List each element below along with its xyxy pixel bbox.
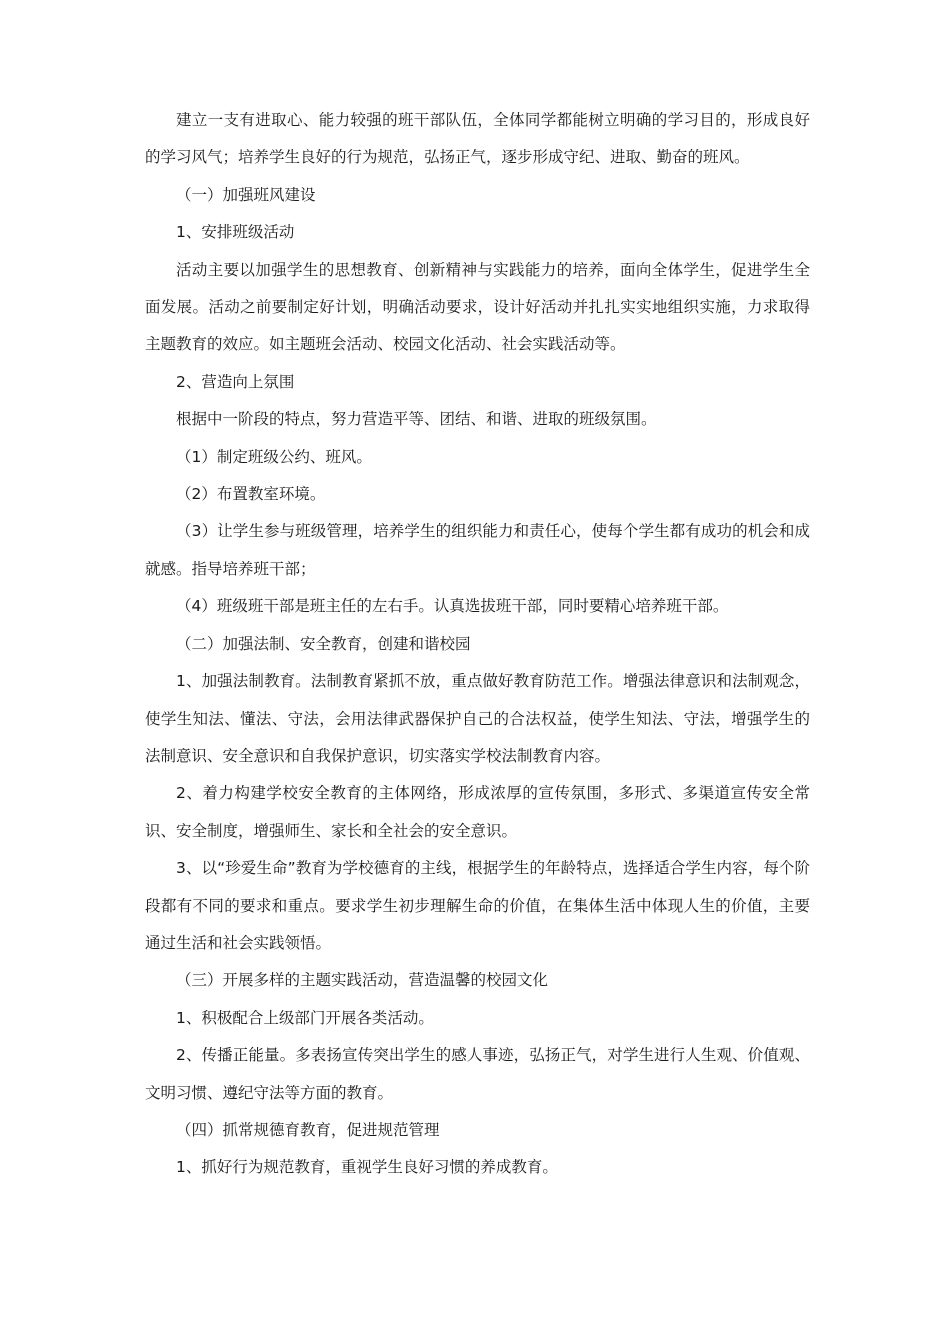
subheading-1-1: 1、安排班级活动 bbox=[176, 223, 295, 242]
list-item-1: （1）制定班级公约、班风。 bbox=[176, 447, 372, 466]
list-item-4: （4）班级班干部是班主任的左右手。认真选拔班干部，同时要精心培养班干部。 bbox=[176, 597, 729, 616]
paragraph-activities: 活动主要以加强学生的思想教育、创新精神与实践能力的培养，面向全体学生，促进学生全面发展。活动之前要制定好计划，明确活动要求，设计好活动并扎扎实实地组织实施，力求取得主题教育的效应。如主题班会活动、校园文化活动、社会实践活动等。 bbox=[145, 260, 810, 354]
paragraph-behavior-norms: 1、抓好行为规范教育，重视学生良好习惯的养成教育。 bbox=[176, 1158, 558, 1177]
heading-section-4: （四）抓常规德育教育，促进规范管理 bbox=[176, 1120, 440, 1139]
paragraph-class-goal: 建立一支有进取心、能力较强的班干部队伍，全体同学都能树立明确的学习目的，形成良好的学习风气；培养学生良好的行为规范，弘扬正气，逐步形成守纪、进取、勤奋的班风。 bbox=[145, 111, 810, 167]
heading-section-2: （二）加强法制、安全教育，创建和谐校园 bbox=[176, 634, 471, 653]
paragraph-safety-network: 2、着力构建学校安全教育的主体网络，形成浓厚的宣传氛围，多形式、多渠道宣传安全常识、安全制度，增强师生、家长和全社会的安全意识。 bbox=[145, 784, 810, 840]
paragraph-cooperate: 1、积极配合上级部门开展各类活动。 bbox=[176, 1008, 434, 1027]
paragraph-legal-education: 1、加强法制教育。法制教育紧抓不放，重点做好教育防范工作。增强法律意识和法制观念，使学生知法、懂法、守法，会用法律武器保护自己的合法权益，使学生知法、守法，增强学生的法制意识、安全意识和自我保护意识，切实落实学校法制教育内容。 bbox=[145, 672, 810, 765]
document-body bbox=[145, 102, 810, 1187]
paragraph-atmosphere: 根据中一阶段的特点，努力营造平等、团结、和谐、进取的班级氛围。 bbox=[176, 410, 657, 429]
subheading-1-2: 2、营造向上氛围 bbox=[176, 372, 295, 391]
heading-section-1: （一）加强班风建设 bbox=[176, 185, 316, 204]
list-item-3: （3）让学生参与班级管理，培养学生的组织能力和责任心，使每个学生都有成功的机会和成就感。指导培养班干部； bbox=[145, 522, 810, 578]
list-item-2: （2）布置教室环境。 bbox=[176, 485, 326, 504]
paragraph-cherish-life: 3、以“珍爱生命”教育为学校德育的主线，根据学生的年龄特点，选择适合学生内容，每个阶段都有不同的要求和重点。要求学生初步理解生命的价值，在集体生活中体现人生的价值，主要通过生活和社会实践领悟。 bbox=[145, 859, 810, 952]
heading-section-3: （三）开展多样的主题实践活动，营造温馨的校园文化 bbox=[176, 971, 549, 990]
paragraph-positive-energy: 2、传播正能量。多表扬宣传突出学生的感人事迹，弘扬正气，对学生进行人生观、价值观、文明习惯、遵纪守法等方面的教育。 bbox=[145, 1046, 810, 1102]
